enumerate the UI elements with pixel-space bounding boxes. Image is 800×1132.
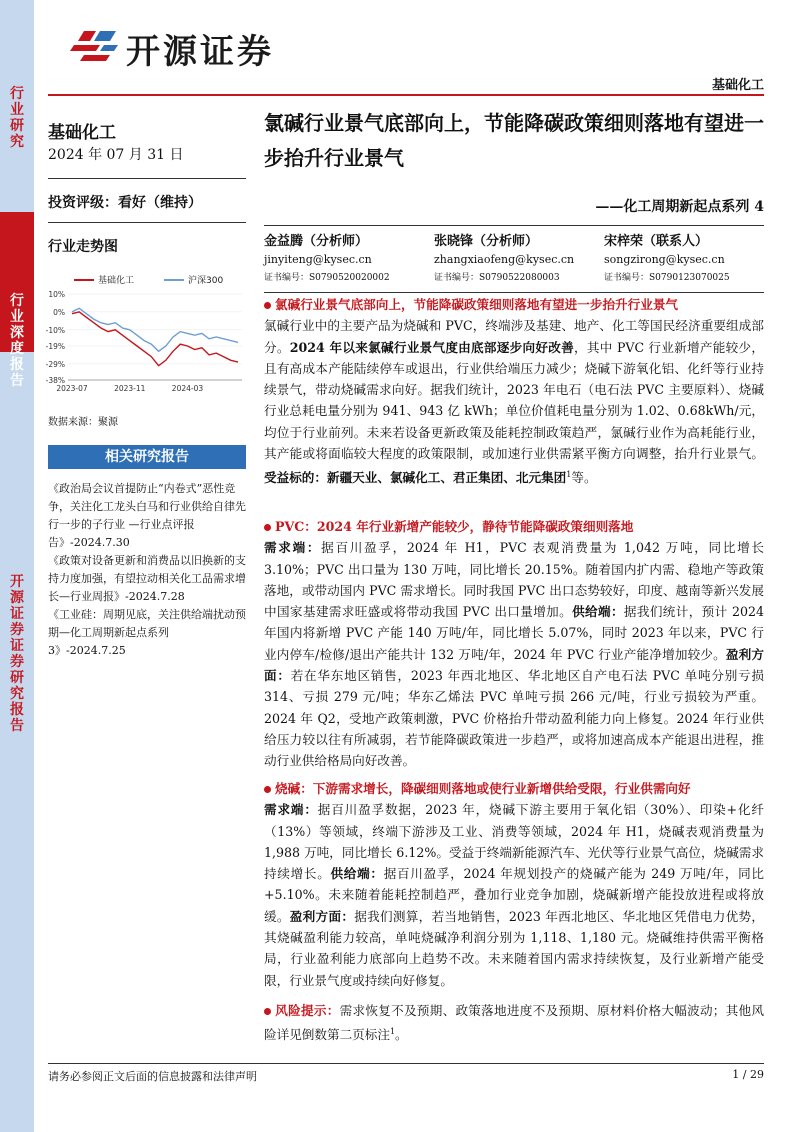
analyst-block [604,233,730,287]
related-reports-list [48,480,248,660]
y-tick-label: 0% [53,307,65,317]
trend-chart [40,270,250,400]
y-tick-label: 10% [48,290,65,299]
title-divider [264,225,764,226]
sector-name: 基础化工 [48,123,116,143]
related-report-link[interactable]: 《政策对设备更新和消费品以旧换新的支持力度加强，有望拉动相关化工品需求增长—行业周报》-2024.7.28 [48,554,246,603]
trend-chart-title: 行业走势图 [48,239,118,255]
related-report-link[interactable]: 《工业硅：周期见底，关注供给端扰动预期—化工周期新起点系列 3》-2024.7.25 [48,608,246,657]
data-source: 数据来源：聚源 [48,417,118,428]
analyst-name: 张晓锋（分析师） [434,234,539,249]
section-pvc [264,516,764,772]
side-label-brand: 开源证券 证券研究报告 [10,574,24,734]
divider [48,178,246,179]
analyst-cert: 证书编号：S0790123070025 [604,273,730,283]
report-date: 2024 年 07 月 31 日 [48,147,184,163]
analyst-block [434,233,574,287]
y-tick-label: -38% [45,376,65,385]
x-tick-label: 2023-07 [56,384,88,393]
report-series: ——化工周期新起点系列 4 [595,199,764,215]
bullet-icon [264,524,271,531]
side-label-deep-report: 行业深度报告 [10,293,24,389]
related-reports-header: 相关研究报告 [48,445,246,469]
x-tick-label: 2023-11 [114,384,146,393]
divider [48,222,246,223]
section-paragraph: 氯碱行业中的主要产品为烧碱和 PVC，终端涉及基建、地产、化工等国民经济重要组成部分。2024 年以来氯碱行业景气度由底部逐步向好改善，其中 PVC 行业新增产能较少，且有高成本产能陆续停车或退出，行业供给端压力减少；烧碱下游氧化铝、化纤等行业持续景气，带动烧碱需求向好。据我们统计，2023 年电石（电石法 PVC 主要原料）、烧碱行业总耗电量分别为 941、943 亿 kWh；单位价值耗电量分别为 1.02、0.68kWh/元，均位于行业前列。未来若设备更新政策及能耗控制政策趋严，氯碱行业作为高耗能行业，其产能或将面临较大程度的政策限制，或加速行业供需紧平衡方向调整，抬升行业景气。受益标的：新疆天业、氯碱化工、君正集团、北元集团$^1$等。 [264,318,765,486]
report-title: 氯碱行业景气底部向上，节能降碳政策细则落地有望进一步抬升行业景气 [264,111,764,170]
y-tick-label: -10% [45,325,65,335]
section-heading: PVC：2024 年行业新增产能较少，静待节能降碳政策细则落地 [264,516,764,537]
analyst-name: 金益腾（分析师） [264,234,369,249]
header-sector-tag: 基础化工 [711,78,764,93]
section-heading: 烧碱：下游需求增长，降碳细则落地或使行业新增供给受限，行业供需向好 [264,778,764,799]
footer-disclaimer[interactable]: 请务必参阅正文后面的信息披露和法律声明 [48,1070,257,1083]
section-paragraph: 需求端：据百川盈孚，2024 年 H1，PVC 表观消费量为 1,042 万吨，同比增长 3.10%；PVC 出口量为 130 万吨，同比增长 20.15%。随着国内扩内需、稳地产等政策落地，或带动国内 PVC 需求增长。同时我国 PVC 出口态势较好，印度、越南等新兴发展中国家基建需求旺盛或将带动我国 PVC 出口量增加。供给端：据我们统计，预计 2024 年国内将新增 PVC 产能 140 万吨/年，同比增长 5.07%，同时 2023 年以来，PVC 行业内停车/检修/退出产能共计 132 万吨/年，2024 年 PVC 行业产能净增加较少。盈利方面：若在华东地区销售，2023 年西北地区、华北地区自产电石法 PVC 单吨分别亏损 314、亏损 279 元/吨；华东乙烯法 PVC 单吨亏损 266 元/吨，行业亏损较为严重。2024 年 Q2，受地产政策刺激，PVC 价格抬升带动盈利能力向上修复。2024 年行业供给压力较以往有所减弱，若节能降碳政策进一步趋严，或将加速高成本产能退出进程，推动行业供给格局向好改善。 [264,540,765,769]
related-report-link[interactable]: 《政治局会议首提防止“内卷式”恶性竞争，关注化工龙头白马和行业供给自律先行一步的子行业 —行业点评报告》-2024.7.30 [48,482,246,549]
analyst-email[interactable]: jinyiteng@kysec.cn [264,253,372,266]
bullet-icon [264,302,271,309]
section-paragraph: 需求端：据百川盈孚数据，2023 年，烧碱下游主要用于氧化铝（30%）、印染+化纤（13%）等领域，终端下游涉及工业、消费等领域，2024 年 H1，烧碱表观消费量为 1,988 万吨，同比增长 6.12%。受益于终端新能源汽车、光伏等行业景气高位，烧碱需求持续增长。供给端：据百川盈孚，2024 年规划投产的烧碱产能为 249 万吨/年，同比+5.10%。未来随着能耗控制趋严，叠加行业竞争加剧，烧碱新增产能投放进程或将放缓。盈利方面：据我们测算，若当地销售，2023 年西北地区、华北地区凭借电力优势，其烧碱盈利能力较高，单吨烧碱净利润分别为 1,118、1,180 元。烧碱维持供需平衡格局，行业盈利能力底部向上趋势不改。未来随着国内需求持续恢复，及行业新增产能受限，行业景气度或持续向好修复。 [264,802,765,988]
section-industry [264,294,764,489]
footer-divider [48,1063,764,1064]
bullet-icon [264,786,271,793]
side-label-research: 行业研究 [10,86,24,150]
analyst-cert: 证书编号：S0790520020002 [264,273,390,283]
legend-label: 基础化工 [98,276,135,286]
legend-label: 沪深300 [188,276,224,286]
x-tick-label: 2024-03 [171,384,204,393]
brand-name: 开源证券 [126,32,274,72]
y-tick-label: -19% [45,341,65,351]
section-paragraph: 风险提示：需求恢复不及预期、政策落地进度不及预期、原材料价格大幅波动；其他风险详见倒数第二页标注$^1$。 [264,1003,765,1043]
bullet-icon [264,1008,271,1015]
analyst-email[interactable]: zhangxiaofeng@kysec.cn [434,253,575,266]
analyst-cert: 证书编号：S0790522080003 [434,273,560,283]
y-tick-label: -29% [45,359,65,369]
section-heading: 氯碱行业景气底部向上，节能降碳政策细则落地有望进一步抬升行业景气 [264,294,764,315]
analyst-block [264,233,390,287]
analyst-email[interactable]: songzirong@kysec.cn [604,253,725,266]
analyst-divider [264,292,764,293]
section-risk [264,1000,764,1046]
page-number: 1 / 29 [732,1068,764,1081]
side-strip [0,0,34,1132]
analyst-name: 宋梓荣（联系人） [604,234,709,249]
brand-logo-icon [70,27,118,67]
investment-rating: 投资评级：看好（维持） [48,195,202,211]
header-divider [48,94,764,96]
section-caustic-soda [264,778,764,991]
